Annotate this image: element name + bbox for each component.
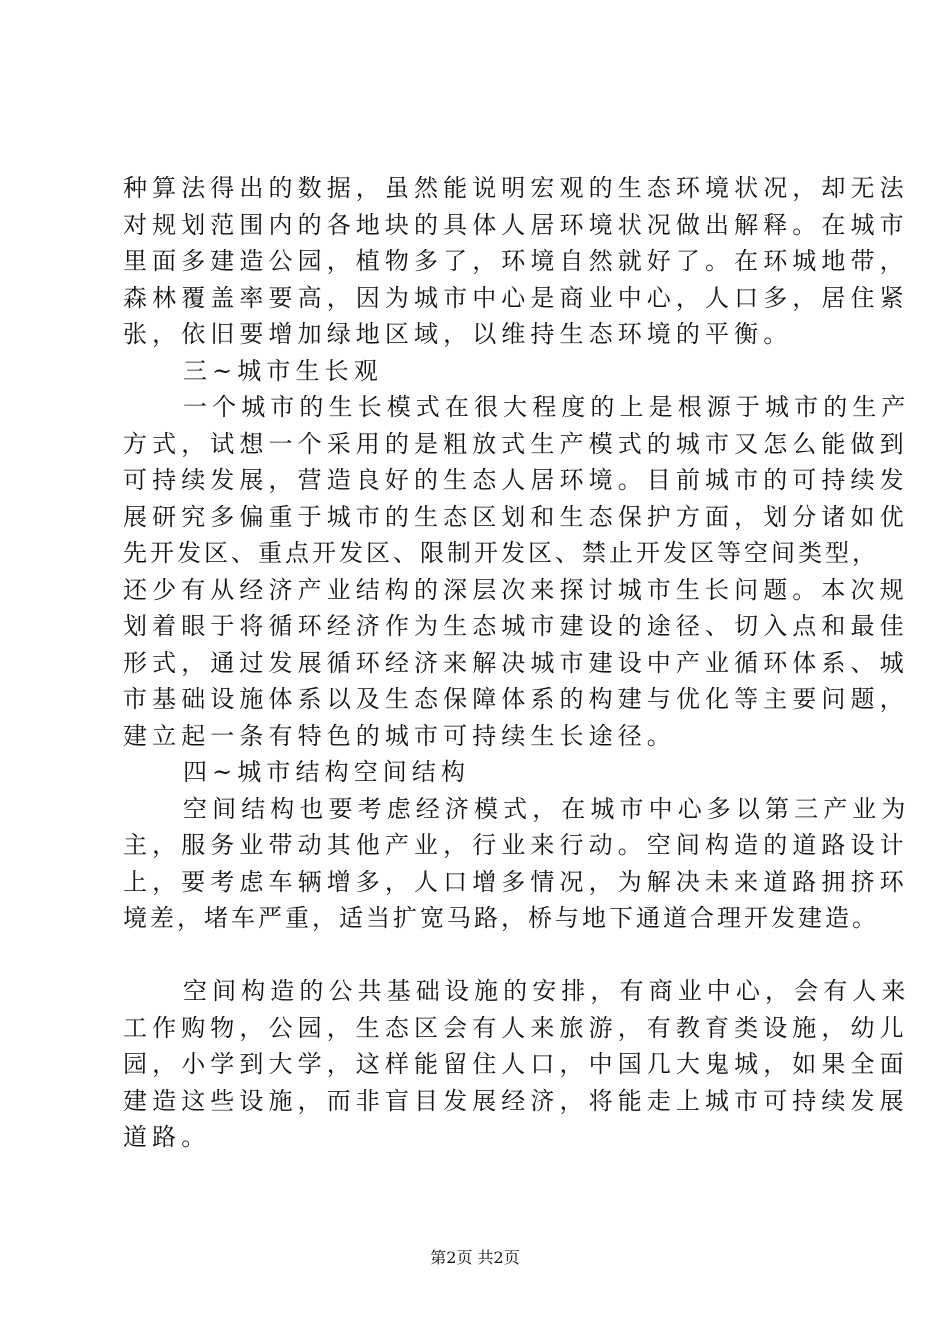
text-line: 可持续发展，营造良好的生态人居环境。目前城市的可持续发 [123,466,909,494]
text-line: 建造这些设施，而非盲目发展经济，将能走上城市可持续发展 [123,1086,909,1115]
paragraph-start: 空间结构也要考虑经济模式，在城市中心多以第三产业为 [183,794,911,823]
text-line: 形式，通过发展循环经济来解决城市建设中产业循环体系、城 [123,648,909,677]
page-footer [0,1245,950,1268]
text-line: 张，依旧要增加绿地区域，以维持生态环境的平衡。 [123,320,793,348]
text-line: 主，服务业带动其他产业，行业来行动。空间构造的道路设计 [123,831,909,859]
section-heading-4: 四~城市结构空间结构 [183,758,471,786]
text-line: 展研究多偏重于城市的生态区划和生态保护方面，划分诸如优 [123,502,909,531]
document-body [123,170,911,1156]
text-line: 方式，试想一个采用的是粗放式生产模式的城市又怎么能做到 [123,429,909,458]
text-line: 先开发区、重点开发区、限制开发区、禁止开发区等空间类型， [123,539,879,567]
paragraph-start: 空间构造的公共基础设施的安排，有商业中心，会有人来 [183,977,911,1005]
section-heading-3: 三~城市生长观 [183,356,383,385]
text-line: 还少有从经济产业结构的深层次来探讨城市生长问题。本次规 [123,575,909,604]
text-line: 里面多建造公园，植物多了，环境自然就好了。在环城地带， [123,247,909,275]
page-number-label: 第2页 共2页 [430,1248,520,1267]
text-line: 森林覆盖率要高，因为城市中心是商业中心，人口多，居住紧 [123,283,909,312]
text-line: 道路。 [123,1123,211,1151]
text-line: 上，要考虑车辆增多，人口增多情况，为解决未来道路拥挤环 [123,867,909,896]
text-line: 工作购物，公园，生态区会有人来旅游，有教育类设施，幼儿 [123,1013,909,1042]
paragraph-gap [123,937,838,974]
text-line: 对规划范围内的各地块的具体人居环境状况做出解释。在城市 [123,210,909,239]
paragraph-start: 一个城市的生长模式在很大程度的上是根源于城市的生产 [183,393,911,421]
text-line: 市基础设施体系以及生态保障体系的构建与优化等主要问题， [123,685,909,713]
text-line: 划着眼于将循环经济作为生态城市建设的途径、切入点和最佳 [123,612,909,640]
text-line: 园，小学到大学，这样能留住人口，中国几大鬼城，如果全面 [123,1050,909,1078]
text-line: 种算法得出的数据，虽然能说明宏观的生态环境状况，却无法 [123,174,909,202]
text-line: 建立起一条有特色的城市可持续生长途径。 [123,721,676,750]
text-line: 境差，堵车严重，适当扩宽马路，桥与地下通道合理开发建造。 [123,904,879,932]
